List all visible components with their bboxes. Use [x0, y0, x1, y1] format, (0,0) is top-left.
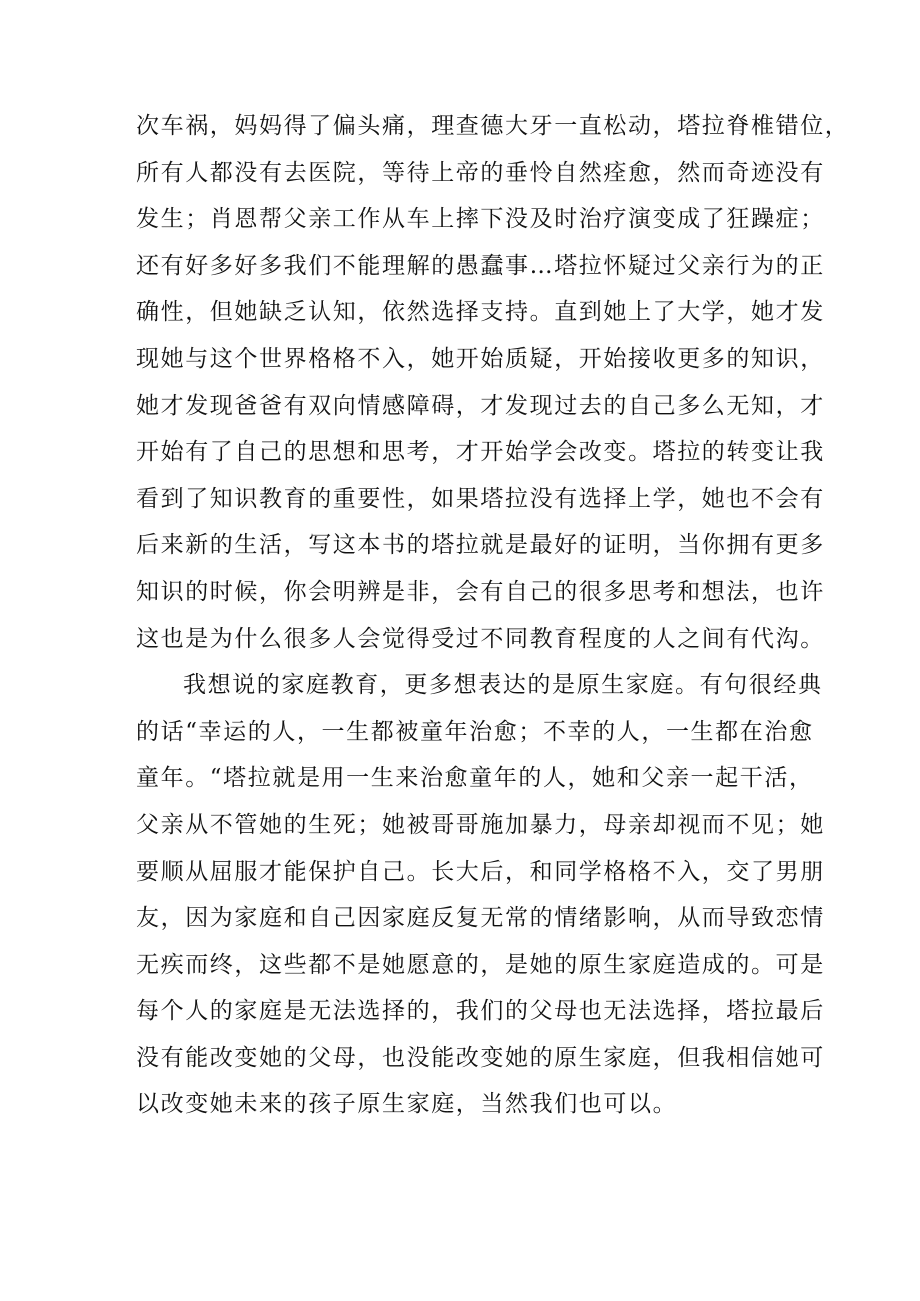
text-line: 知识的时候，你会明辨是非，会有自己的很多思考和想法，也许: [136, 578, 825, 605]
text-line: 后来新的生活，写这本书的塔拉就是最好的证明，当你拥有更多: [136, 532, 825, 559]
text-line: 友，因为家庭和自己因家庭反复无常的情绪影响，从而导致恋情: [136, 905, 825, 932]
text-line: 以改变她未来的孩子原生家庭，当然我们也可以。: [136, 1091, 678, 1118]
paragraph-1: [136, 103, 850, 662]
paragraph-2: [136, 662, 836, 1128]
text-line: 她才发现爸爸有双向情感障碍，才发现过去的自己多么无知，才: [136, 392, 825, 419]
text-line: 看到了知识教育的重要性，如果塔拉没有选择上学，她也不会有: [136, 485, 825, 512]
text-line: 次车祸，妈妈得了偏头痛，理查德大牙一直松动，塔拉脊椎错位，: [136, 113, 850, 139]
text-line: 发生；肖恩帮父亲工作从车上摔下没及时治疗演变成了狂躁症；: [136, 206, 825, 233]
text-line: 确性，但她缺乏认知，依然选择支持。直到她上了大学，她才发: [136, 299, 825, 326]
text-line: 还有好多好多我们不能理解的愚蠢事…塔拉怀疑过父亲行为的正: [136, 252, 825, 279]
body-text: [136, 103, 850, 1128]
text-line: 这也是为什么很多人会觉得受过不同教育程度的人之间有代沟。: [136, 625, 825, 652]
text-line: 没有能改变她的父母，也没能改变她的原生家庭，但我相信她可: [136, 1044, 825, 1071]
text-line: 开始有了自己的思想和思考，才开始学会改变。塔拉的转变让我: [136, 439, 825, 466]
text-line: 要顺从屈服才能保护自己。长大后，和同学格格不入，交了男朋: [136, 858, 825, 885]
text-line: 我想说的家庭教育，更多想表达的是原生家庭。有句很经典: [183, 672, 823, 699]
text-line: 无疾而终，这些都不是她愿意的，是她的原生家庭造成的。可是: [136, 951, 825, 978]
text-line: 的话“幸运的人，一生都被童年治愈；不幸的人，一生都在治愈: [136, 718, 814, 745]
text-line: 父亲从不管她的生死；她被哥哥施加暴力，母亲却视而不见；她: [136, 811, 825, 838]
text-line: 童年。“塔拉就是用一生来治愈童年的人，她和父亲一起干活，: [136, 765, 814, 792]
text-line: 所有人都没有去医院，等待上帝的垂怜自然痊愈，然而奇迹没有: [136, 159, 825, 186]
text-line: 每个人的家庭是无法选择的，我们的父母也无法选择，塔拉最后: [136, 998, 825, 1025]
text-line: 现她与这个世界格格不入，她开始质疑，开始接收更多的知识，: [136, 345, 825, 372]
